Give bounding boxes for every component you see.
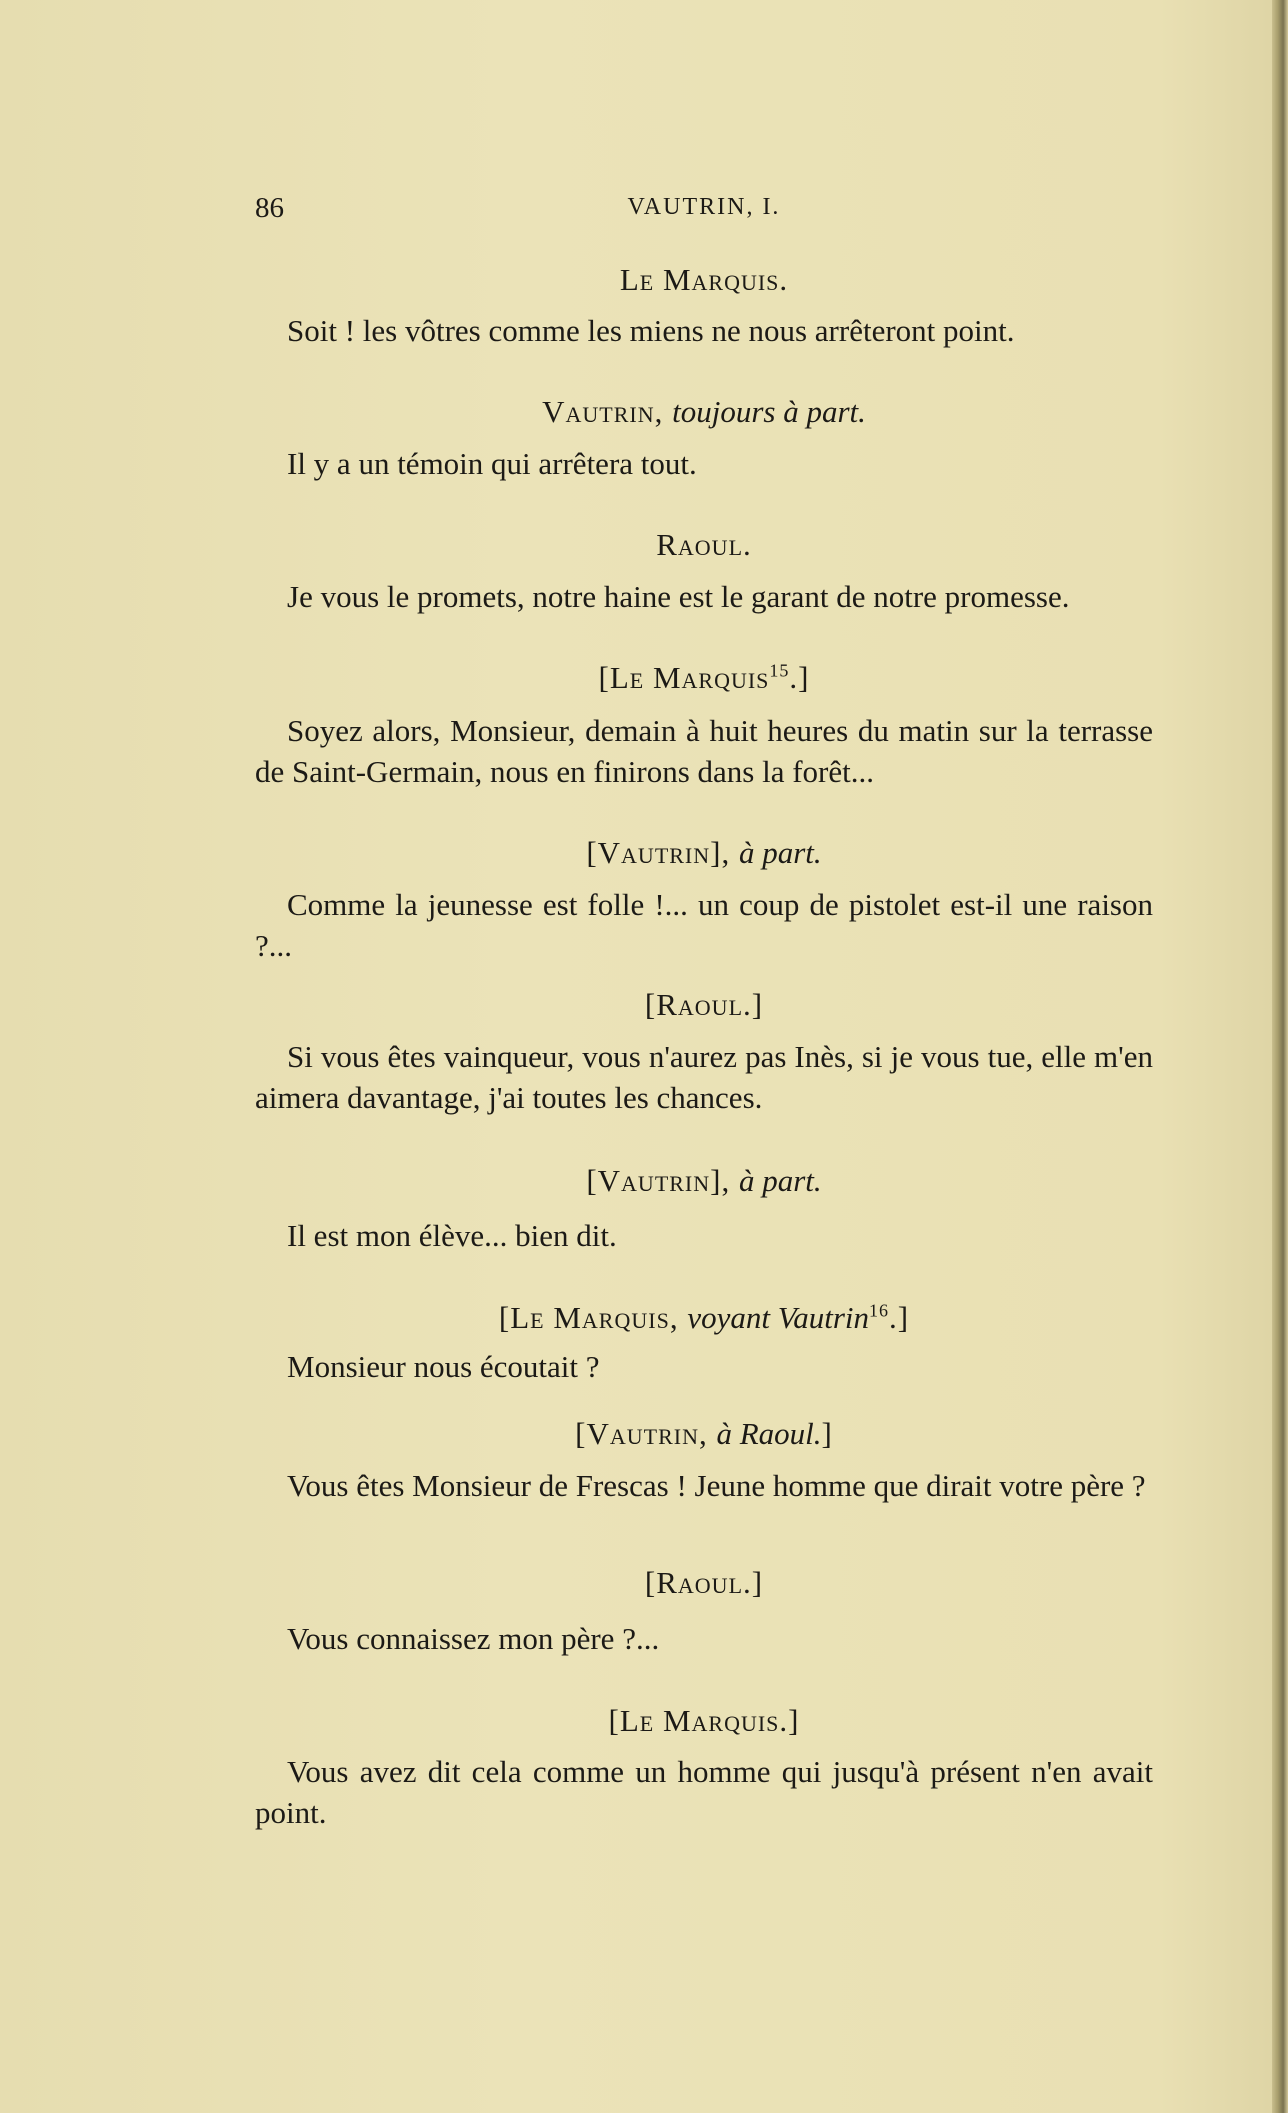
speaker-heading <box>255 527 1153 563</box>
speaker-name: Raoul. <box>656 527 752 562</box>
speaker-heading <box>255 1416 1153 1452</box>
speaker-name: [Raoul.] <box>644 987 764 1022</box>
speech-text: Vous êtes Monsieur de Frescas ! Jeune homme que dirait votre père ? <box>287 1468 1146 1503</box>
speaker-heading <box>255 1703 1153 1739</box>
speech-text: Vous connaissez mon père ?... <box>287 1621 660 1656</box>
speaker-heading <box>255 1565 1153 1601</box>
speaker-heading <box>255 394 1153 430</box>
page-header <box>255 192 1153 232</box>
stage-direction: toujours à part. <box>672 394 866 429</box>
speaker-name: [Vautrin, <box>575 1416 708 1451</box>
speech-text: Je vous le promets, notre haine est le garant de notre promesse. <box>287 579 1070 614</box>
speaker-name: [Raoul.] <box>644 1565 764 1600</box>
speaker-name: [Le Marquis <box>598 660 770 695</box>
speaker-heading <box>255 1300 1153 1336</box>
speech-text: Il y a un témoin qui arrêtera tout. <box>287 446 697 481</box>
speech-text: Monsieur nous écoutait ? <box>287 1349 600 1384</box>
speech-text: Il est mon élève... bien dit. <box>287 1218 617 1253</box>
speech-text: Comme la jeunesse est folle !... un coup de pistolet est-il une raison ?... <box>255 887 1153 963</box>
speech-text: Soit ! les vôtres comme les miens ne nous arrêteront point. <box>287 313 1015 348</box>
speaker-name: Vautrin, <box>542 394 664 429</box>
stage-direction: voyant Vautrin <box>687 1300 869 1335</box>
speaker-name: [Vautrin], <box>586 1163 731 1198</box>
bracket-close: .] <box>789 660 810 695</box>
speech-text: Soyez alors, Monsieur, demain à huit heures du matin sur la terrasse de Saint-Germain, nous en finirons dans la forêt... <box>255 713 1153 789</box>
stage-direction: à part. <box>738 835 822 870</box>
page-content <box>255 0 1153 2113</box>
speaker-heading <box>255 262 1153 298</box>
running-title: VAUTRIN, I. <box>627 194 781 220</box>
speaker-name: [Vautrin], <box>586 835 731 870</box>
page-edge <box>1272 0 1288 2113</box>
footnote-ref: 16 <box>869 1300 889 1321</box>
speech-text: Vous avez dit cela comme un homme qui jusqu'à présent n'en avait point. <box>255 1754 1153 1830</box>
speaker-heading <box>255 987 1153 1023</box>
bracket-close: .] <box>889 1300 910 1335</box>
stage-direction: à Raoul. <box>716 1416 822 1451</box>
speaker-heading <box>255 835 1153 871</box>
speech-text: Si vous êtes vainqueur, vous n'aurez pas Inès, si je vous tue, elle m'en aimera davantage, j'ai toutes les chances. <box>255 1039 1153 1115</box>
bracket-close: ] <box>821 1416 833 1451</box>
footnote-ref: 15 <box>769 660 790 681</box>
speaker-heading <box>255 660 1153 696</box>
speaker-name: [Le Marquis.] <box>608 1703 800 1738</box>
stage-direction: à part. <box>738 1163 822 1198</box>
speaker-name: [Le Marquis, <box>498 1300 679 1335</box>
page-number: 86 <box>255 192 284 224</box>
speaker-heading <box>255 1163 1153 1199</box>
speaker-name: Le Marquis. <box>619 262 789 297</box>
